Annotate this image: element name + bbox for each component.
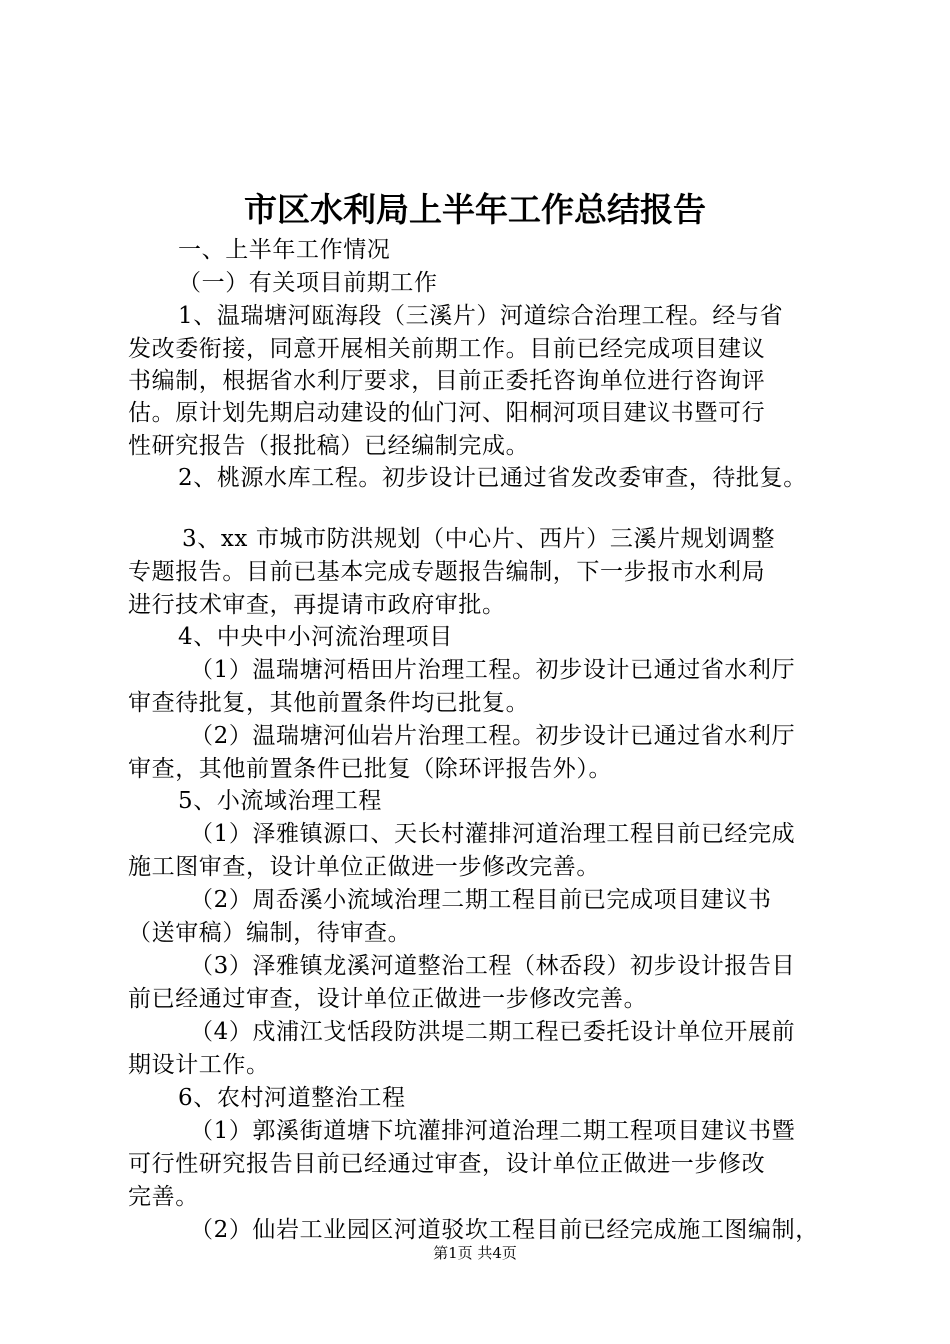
paragraph-line: （2）仙岩工业园区河道驳坎工程目前已经完成施工图编制， (190, 1217, 819, 1243)
paragraph-line: 进行技术审查，再提请市政府审批。 (128, 592, 506, 618)
paragraph-line: 书编制，根据省水利厅要求，目前正委托咨询单位进行咨询评 (128, 368, 766, 394)
section-heading: 一、上半年工作情况 (178, 237, 391, 263)
paragraph-line: （送审稿）编制，待审查。 (128, 920, 412, 946)
subsection-heading: （一）有关项目前期工作 (178, 270, 438, 296)
paragraph-line: （4）戍浦江戈恬段防洪堤二期工程已委托设计单位开展前 (190, 1019, 796, 1045)
paragraph-line: 2、桃源水库工程。初步设计已通过省发改委审查，待批复。 (178, 465, 807, 491)
paragraph-line: （2）温瑞塘河仙岩片治理工程。初步设计已通过省水利厅 (190, 723, 796, 749)
paragraph-line: 1、温瑞塘河瓯海段（三溪片）河道综合治理工程。经与省 (178, 303, 784, 329)
paragraph-line: 审查，其他前置条件已批复（除环评报告外）。 (128, 756, 613, 782)
paragraph-line: 审查待批复，其他前置条件均已批复。 (128, 690, 530, 716)
paragraph-line: 4、中央中小河流治理项目 (178, 624, 453, 650)
paragraph-line: 专题报告。目前已基本完成专题报告编制，下一步报市水利局 (128, 559, 766, 585)
page-footer: 第1页 共4页 (433, 1244, 517, 1262)
paragraph-line: （1）郭溪街道塘下坑灌排河道治理二期工程项目建议书暨 (190, 1118, 796, 1144)
paragraph-line: 完善。 (128, 1184, 199, 1210)
paragraph-line: （1）温瑞塘河梧田片治理工程。初步设计已通过省水利厅 (190, 657, 796, 683)
paragraph-line: 施工图审查，设计单位正做进一步修改完善。 (128, 854, 600, 880)
paragraph-line: （2）周岙溪小流域治理二期工程目前已完成项目建议书 (190, 887, 772, 913)
paragraph-line: 可行性研究报告目前已经通过审查，设计单位正做进一步修改 (128, 1151, 766, 1177)
paragraph-line: 6、农村河道整治工程 (178, 1085, 406, 1111)
paragraph-line: 5、小流域治理工程 (178, 788, 383, 814)
paragraph-line: （3）泽雅镇龙溪河道整治工程（林岙段）初步设计报告目 (190, 953, 796, 979)
paragraph-line: 期设计工作。 (128, 1052, 270, 1078)
paragraph-line: 3、xx 市城市防洪规划（中心片、西片）三溪片规划调整 (182, 526, 776, 552)
paragraph-line: 前已经通过审查，设计单位正做进一步修改完善。 (128, 986, 648, 1012)
paragraph-line: 发改委衔接，同意开展相关前期工作。目前已经完成项目建议 (128, 336, 766, 362)
paragraph-line: 性研究报告（报批稿）已经编制完成。 (128, 433, 530, 459)
document-title: 市区水利局上半年工作总结报告 (244, 190, 706, 229)
paragraph-line: （1）泽雅镇源口、天长村灌排河道治理工程目前已经完成 (190, 821, 796, 847)
paragraph-line: 估。原计划先期启动建设的仙门河、阳桐河项目建议书暨可行 (128, 400, 766, 426)
